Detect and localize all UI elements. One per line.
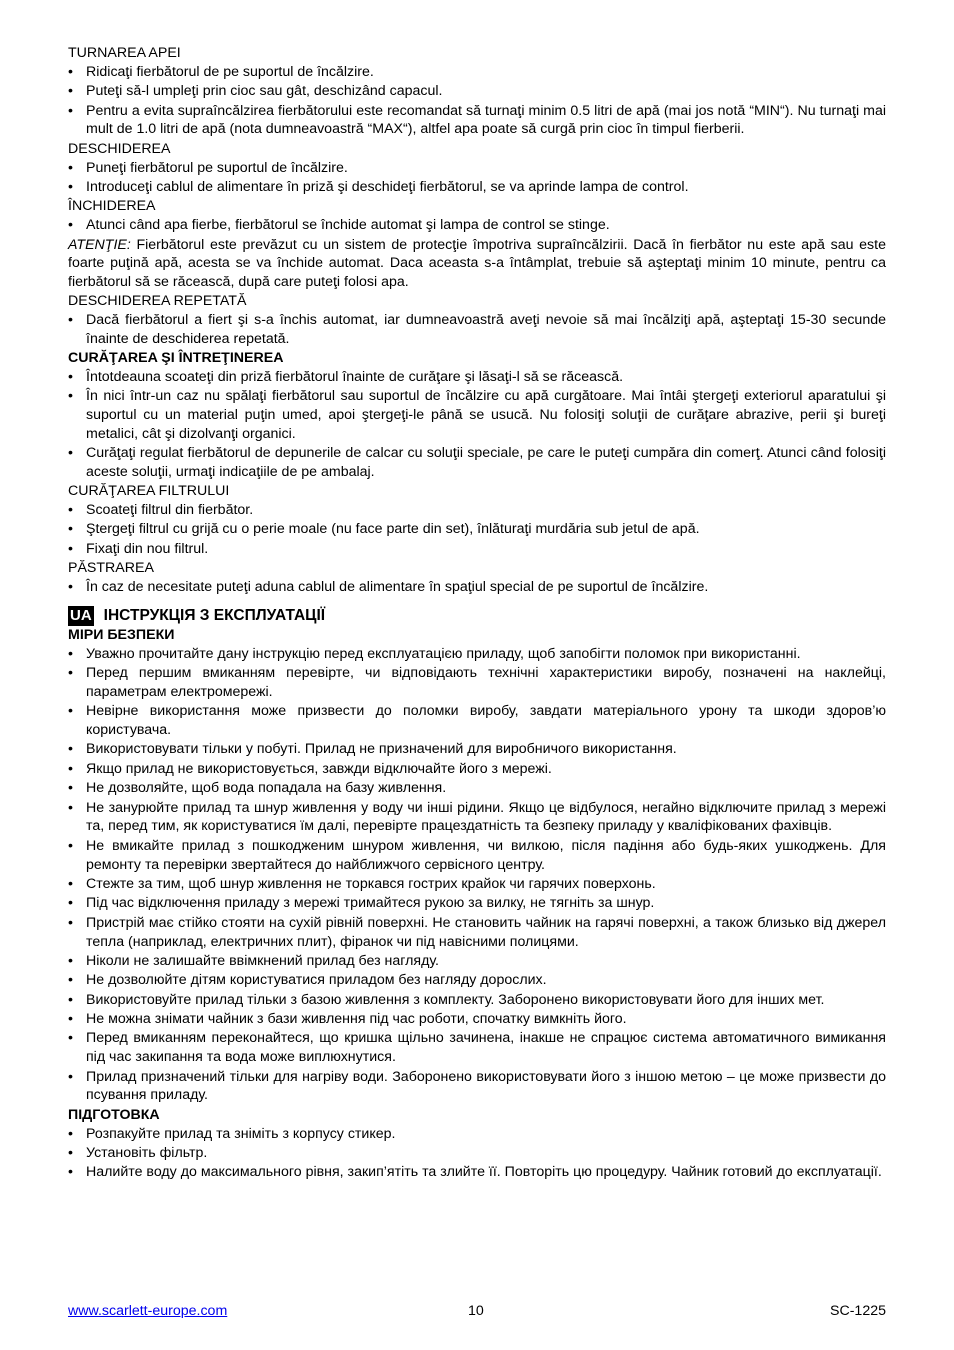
list-item: • Не дозволюйте дітям користуватися приладом без нагляду дорослих. bbox=[68, 971, 886, 990]
page-number: 10 bbox=[468, 1303, 484, 1319]
list-item: • Не вмикайте прилад з пошкодженим шнуром живлення, чи вилкою, після падіння або будь-яких ушкоджень. Для ремонту та перевірки звертайтеся до найближчого сервісного центру. bbox=[68, 837, 886, 875]
list-item: • Puneţi fierbătorul pe suportul de încălzire. bbox=[68, 159, 886, 178]
list-item: • Не дозволяйте, щоб вода попадала на базу живлення. bbox=[68, 779, 886, 798]
list-item: • Întotdeauna scoateţi din priză fierbătorul înainte de curăţare şi lăsaţi-l să se răcească. bbox=[68, 368, 886, 387]
model-number: SC-1225 bbox=[830, 1303, 886, 1319]
list-item: • Atunci când apa fierbe, fierbătorul se închide automat şi lampa de control se stinge. bbox=[68, 216, 886, 235]
bullet-list bbox=[68, 578, 886, 597]
list-item: • Використовувати тільки у побуті. Прилад не призначений для виробничого використання. bbox=[68, 740, 886, 759]
warning-label: ATENŢIE: bbox=[68, 236, 131, 253]
list-item: • Під час відключення приладу з мережі тримайтеся рукою за вилку, не тягніть за шнур. bbox=[68, 894, 886, 913]
warning-note bbox=[68, 236, 886, 292]
romanian-instructions bbox=[68, 44, 886, 597]
ua-language-badge: UA bbox=[70, 606, 92, 624]
ukrainian-instructions bbox=[68, 626, 886, 1182]
list-item: • Перед вмиканням переконайтеся, що кришка щільно зачинена, інакше не спрацює система автоматичного вимикання під час закипання та вода може виплюхнутися. bbox=[68, 1029, 886, 1067]
website-link[interactable]: www.scarlett-europe.com bbox=[68, 1303, 228, 1319]
list-item: • Pentru a evita supraîncălzirea fierbătorului este recomandat să turnaţi minim 0.5 litri de apă (mai jos notă “MIN“). Nu turnaţi mai mult de 1.0 litri de apă (nota dumneavoastră “MAX“), altfel apa poate să curgă prin cioc în timpul fierberii. bbox=[68, 102, 886, 140]
bullet-list bbox=[68, 216, 886, 235]
bullet-list bbox=[68, 63, 886, 139]
list-item: • Якщо прилад не використовується, завжди відключайте його з мережі. bbox=[68, 760, 886, 779]
list-item: • Fixaţi din nou filtrul. bbox=[68, 540, 886, 559]
list-item: • Ніколи не залишайте ввімкнений прилад без нагляду. bbox=[68, 952, 886, 971]
list-item: • Використовуйте прилад тільки з базою живлення з комплекту. Заборонено використовувати його для інших мет. bbox=[68, 991, 886, 1010]
section-heading: DESCHIDEREA REPETATĂ bbox=[68, 292, 247, 309]
ua-section-title: ІНСТРУКЦІЯ З ЕКСПЛУАТАЦІЇ bbox=[103, 606, 326, 624]
list-item: • Невірне використання може призвести до поломки виробу, завдати матеріального урону та шкоди здоров’ю користувача. bbox=[68, 702, 886, 740]
list-item: • Пристрій має стійко стояти на сухій рівній поверхні. Не становить чайник на гарячі поверхні, а також близько від джерел тепла (наприклад, електричних плит), фіранок чи під навісними полицями. bbox=[68, 914, 886, 952]
list-item: • Не занурюйте прилад та шнур живлення у воду чи інші рідини. Якщо це відбулося, негайно відключите прилад з мережі та, перед тим, як користуватися їм далі, перевірте працездатність та безпеку приладу у кваліфікованих фахівців. bbox=[68, 799, 886, 837]
list-item: • În nici într-un caz nu spălaţi fierbătorul sau suportul de încălzire cu apă curgătoare. Mai întâi ştergeţi exteriorul aparatului şi suportul cu un material puţin umed, apoi ştergeţi-le până se usucă. Nu folosiţi soluţii de curăţare abrazive, perii şi bureţi metalici, cât şi dizolvanţi organici. bbox=[68, 387, 886, 443]
bullet-list bbox=[68, 311, 886, 349]
list-item: • Уважно прочитайте дану інструкцію перед експлуатацією приладу, щоб запобігти поломок при використанні. bbox=[68, 645, 886, 664]
list-item: • Не можна знімати чайник з бази живлення під час роботи, спочатку вимкніть його. bbox=[68, 1010, 886, 1029]
list-item: • Установіть фільтр. bbox=[68, 1144, 886, 1163]
section-heading: ПІДГОТОВКА bbox=[68, 1106, 160, 1123]
list-item: • Curăţaţi regulat fierbătorul de depunerile de calcar cu soluţii speciale, pe care le puteţi cumpăra din comerţ. Atunci când folosiţi aceste soluţii, urmaţi indicaţiile de pe ambalaj. bbox=[68, 444, 886, 482]
bullet-list bbox=[68, 368, 886, 482]
section-heading: PĂSTRAREA bbox=[68, 560, 154, 577]
bullet-list bbox=[68, 1125, 886, 1183]
bullet-list bbox=[68, 645, 886, 1106]
bullet-list bbox=[68, 159, 886, 197]
section-heading: TURNAREA APEI bbox=[68, 45, 181, 61]
list-item: • În caz de necesitate puteţi aduna cablul de alimentare în spaţiul special de pe suportul de încălzire. bbox=[68, 578, 886, 597]
section-heading: DESCHIDEREA bbox=[68, 140, 171, 157]
list-item: • Стежте за тим, щоб шнур живлення не торкався гострих крайок чи гарячих поверхонь. bbox=[68, 875, 886, 894]
warning-text: Fierbătorul este prevăzut cu un sistem de protecţie împotriva supraîncălzirii. Dacă în fierbător nu este apă sau este foarte puţină apă, acesta se va închide automat. Daca aceasta s-a întâmplat, trebuie să aşteptaţi minim 10 minute, pentru ca fierbătorul să se răcească, după care puteţi folosi apa. bbox=[68, 236, 886, 291]
list-item: • Ridicaţi fierbătorul de pe suportul de încălzire. bbox=[68, 63, 886, 82]
list-item: • Розпакуйте прилад та зніміть з корпусу стикер. bbox=[68, 1125, 886, 1144]
list-item: • Introduceţi cablul de alimentare în priză şi deschideţi fierbătorul, se va aprinde lampa de control. bbox=[68, 178, 886, 197]
list-item: • Ştergeţi filtrul cu grijă cu o perie moale (nu face parte din set), înlăturaţi murdăria sub jetul de apă. bbox=[68, 520, 886, 539]
list-item: • Puteţi să-l umpleţi prin cioc sau gât, deschizând capacul. bbox=[68, 82, 886, 101]
list-item: • Прилад призначений тільки для нагріву води. Заборонено використовувати його з іншою метою – це може призвести до псування приладу. bbox=[68, 1068, 886, 1106]
list-item: • Налийте воду до максимального рівня, закип’ятіть та злийте її. Повторіть цю процедуру. Чайник готовий до експлуатації. bbox=[68, 1163, 886, 1182]
list-item: • Перед першим вмиканням перевірте, чи відповідають технічні характеристики виробу, позначені на наклейці, параметрам електромережі. bbox=[68, 664, 886, 702]
bullet-list bbox=[68, 501, 886, 559]
section-heading: МІРИ БЕЗПЕКИ bbox=[68, 626, 175, 643]
page-footer bbox=[68, 1303, 886, 1323]
page-body bbox=[68, 44, 886, 1183]
section-heading: CURĂŢAREA FILTRULUI bbox=[68, 483, 230, 500]
list-item: • Dacă fierbătorul a fiert şi s-a închis automat, iar dumneavoastră aveţi nevoie să mai încălziţi apă, aşteptaţi 15-30 secunde înainte de deschiderea repetată. bbox=[68, 311, 886, 349]
list-item: • Scoateţi filtrul din fierbător. bbox=[68, 501, 886, 520]
section-heading: CURĂŢAREA ŞI ÎNTREŢINEREA bbox=[68, 349, 284, 366]
ua-section-header bbox=[68, 606, 886, 626]
section-heading: ÎNCHIDEREA bbox=[68, 198, 156, 215]
